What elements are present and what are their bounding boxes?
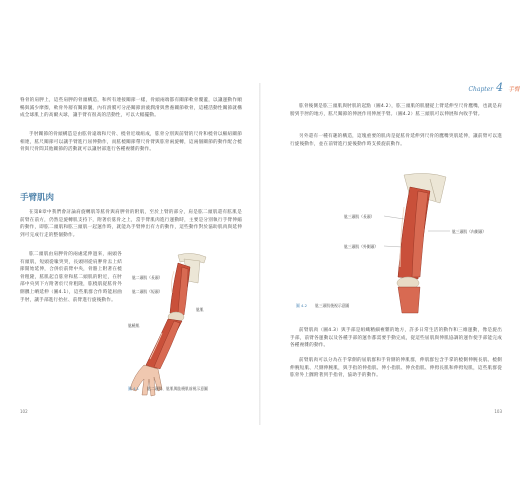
arm-posterior-illustration bbox=[290, 167, 502, 317]
page-number-right: 103 bbox=[494, 409, 502, 414]
left-page bbox=[0, 83, 260, 425]
callout-triceps-lateral-head: 肱三頭肌（外側頭） bbox=[344, 244, 379, 249]
callout-biceps-short-head: 肱二頭肌（短頭） bbox=[132, 289, 163, 294]
figure-4-1-caption-text: 肱二頭肌、肱肌與肱橈肌前視示意圖 bbox=[147, 386, 208, 391]
chapter-word: Chapter bbox=[468, 86, 494, 93]
chapter-header bbox=[465, 83, 520, 95]
right-paragraph-4: 前臂肌肉可以分為在手掌側的屈肌群和手背側的伸肌群，伸肌群包含手掌的橈側伸腕長肌、橈側伸腕短肌、尺側伸腕肌，與手指的伸指肌、伸小指肌、伸食指肌、伸拇長肌和伸拇短肌，這些肌群從肱骨外上髁附著到手指骨，協助手的動作。 bbox=[290, 358, 502, 379]
left-paragraph-4: 肱二頭肌由肩胛骨的兩處延伸過來，兩頭各有頭肌，短頭從喙突突，長頭則從肩胛骨盂上結節開始延伸，合併於前臂中央，骨骼上附著在橈骨粗隆，肱肌起自肱骨和肱二頭肌的附近，在肘部中央到下方附著於尺骨粗隆，肱橈肌從肱骨外側髁上嵴延伸（圖4.1），這些肌群合作時能屈曲手肘，讓手部進行抬拉、前臂進行旋後動作。 bbox=[20, 252, 122, 303]
figure-4-1 bbox=[118, 249, 246, 399]
right-paragraph-1: 肱骨後側是肱三頭肌與肘肌的起點（圖4.2），肱三頭肌的肌腱從上臂延伸至尺骨鷹嘴，也就是肩膀到手肘的地方，肱尺關節的伸展作用伸展手臂。（圖4.2）肱三頭肌可以伸展和內收手臂。 bbox=[290, 104, 502, 117]
figure-4-2-caption bbox=[296, 303, 349, 309]
page-number-left: 102 bbox=[20, 409, 28, 414]
callout-triceps-long-head: 肱三頭肌（長頭） bbox=[344, 214, 375, 219]
right-paragraph-2: 另外還有一種有趣的構造，這塊重要的肌肉是從肱骨延伸到尺骨的鷹嘴突肌延伸，讓前臂可以進行旋後動作，並在前臂進行旋後動作時支援旋前動作。 bbox=[290, 134, 502, 147]
right-paragraph-3: 前臂肌肉（圖4.3）與手部是組織精細複雜的地方，許多日常生活的動作和三維運動，像是旋出手部，前臂各運動以及各種手部的運作都需要手動完成，從這些屈肌與伸肌協調的運作使手部能完成各種複雜的動作。 bbox=[290, 328, 502, 349]
chapter-number: 4 bbox=[496, 81, 504, 94]
callout-biceps-long-head: 肱二頭肌（長頭） bbox=[132, 275, 163, 280]
figure-4-1-number: 圖 4.1 bbox=[128, 386, 140, 391]
left-paragraph-3: 在第8章中我們會討論肩旋轉肌等肱骨與肩胛骨的附肌，至於上臂的部分，肩是肱二頭肌還有肱肌是前臂在前方，仍然是旋轉肌支持下，附著於肱骨之上，當手臂肌肉進行運動時，主要是分別執行手臂伸縮的動作，即肱二頭肌和肱三頭肌一起運作時，就能為手臂伸出有力的動作，這些動作對於協助肌肉與延伸到可完成行走的整個動作。 bbox=[20, 210, 242, 238]
book-spread bbox=[0, 83, 520, 425]
figure-4-2-caption-text: 肱三頭肌後視示意圖 bbox=[315, 303, 350, 308]
figure-4-1-caption bbox=[128, 386, 208, 392]
left-paragraph-2: 手肘關節的骨頭構造是由肱骨遠端和尺骨、橈骨近端組成，肱骨分別與前臂的尺骨和橈骨以樞紐關節相連，肱尺關節可以讓手臂進行屈伸動作，而肱橈關節帶尺骨臂與肱骨兩旋轉，這兩個關節的動作配合橈骨與尺骨間其他關節的活動就可以讓肘部進行各種複雜的動作。 bbox=[20, 132, 242, 153]
left-paragraph-1: 脊骨的肩胛上，這些肩胛的骨頭構造，和所有連接關節一樣，骨頭兩端都有關節軟骨覆蓋，以讓運動作順暢與減少摩擦，軟骨外層有關節囊，內有滑膜可分泌關節滑液潤滑與營養關節軟骨，這種活動性關節就構成全球肌上的高爾夫球，讓手臂有很高的活動性，可以大幅擺動。 bbox=[20, 98, 242, 119]
callout-brachialis: 肱肌 bbox=[196, 307, 204, 312]
figure-4-2 bbox=[290, 167, 502, 317]
chapter-title: 手臂 bbox=[507, 86, 520, 93]
section-heading: 手臂肌肉 bbox=[20, 193, 55, 203]
callout-triceps-medial-head: 肱三頭肌（內側頭） bbox=[452, 229, 487, 234]
callout-brachioradialis: 肱橈肌 bbox=[128, 323, 140, 328]
right-page bbox=[260, 83, 520, 425]
figure-4-2-number: 圖 4.2 bbox=[296, 303, 308, 308]
